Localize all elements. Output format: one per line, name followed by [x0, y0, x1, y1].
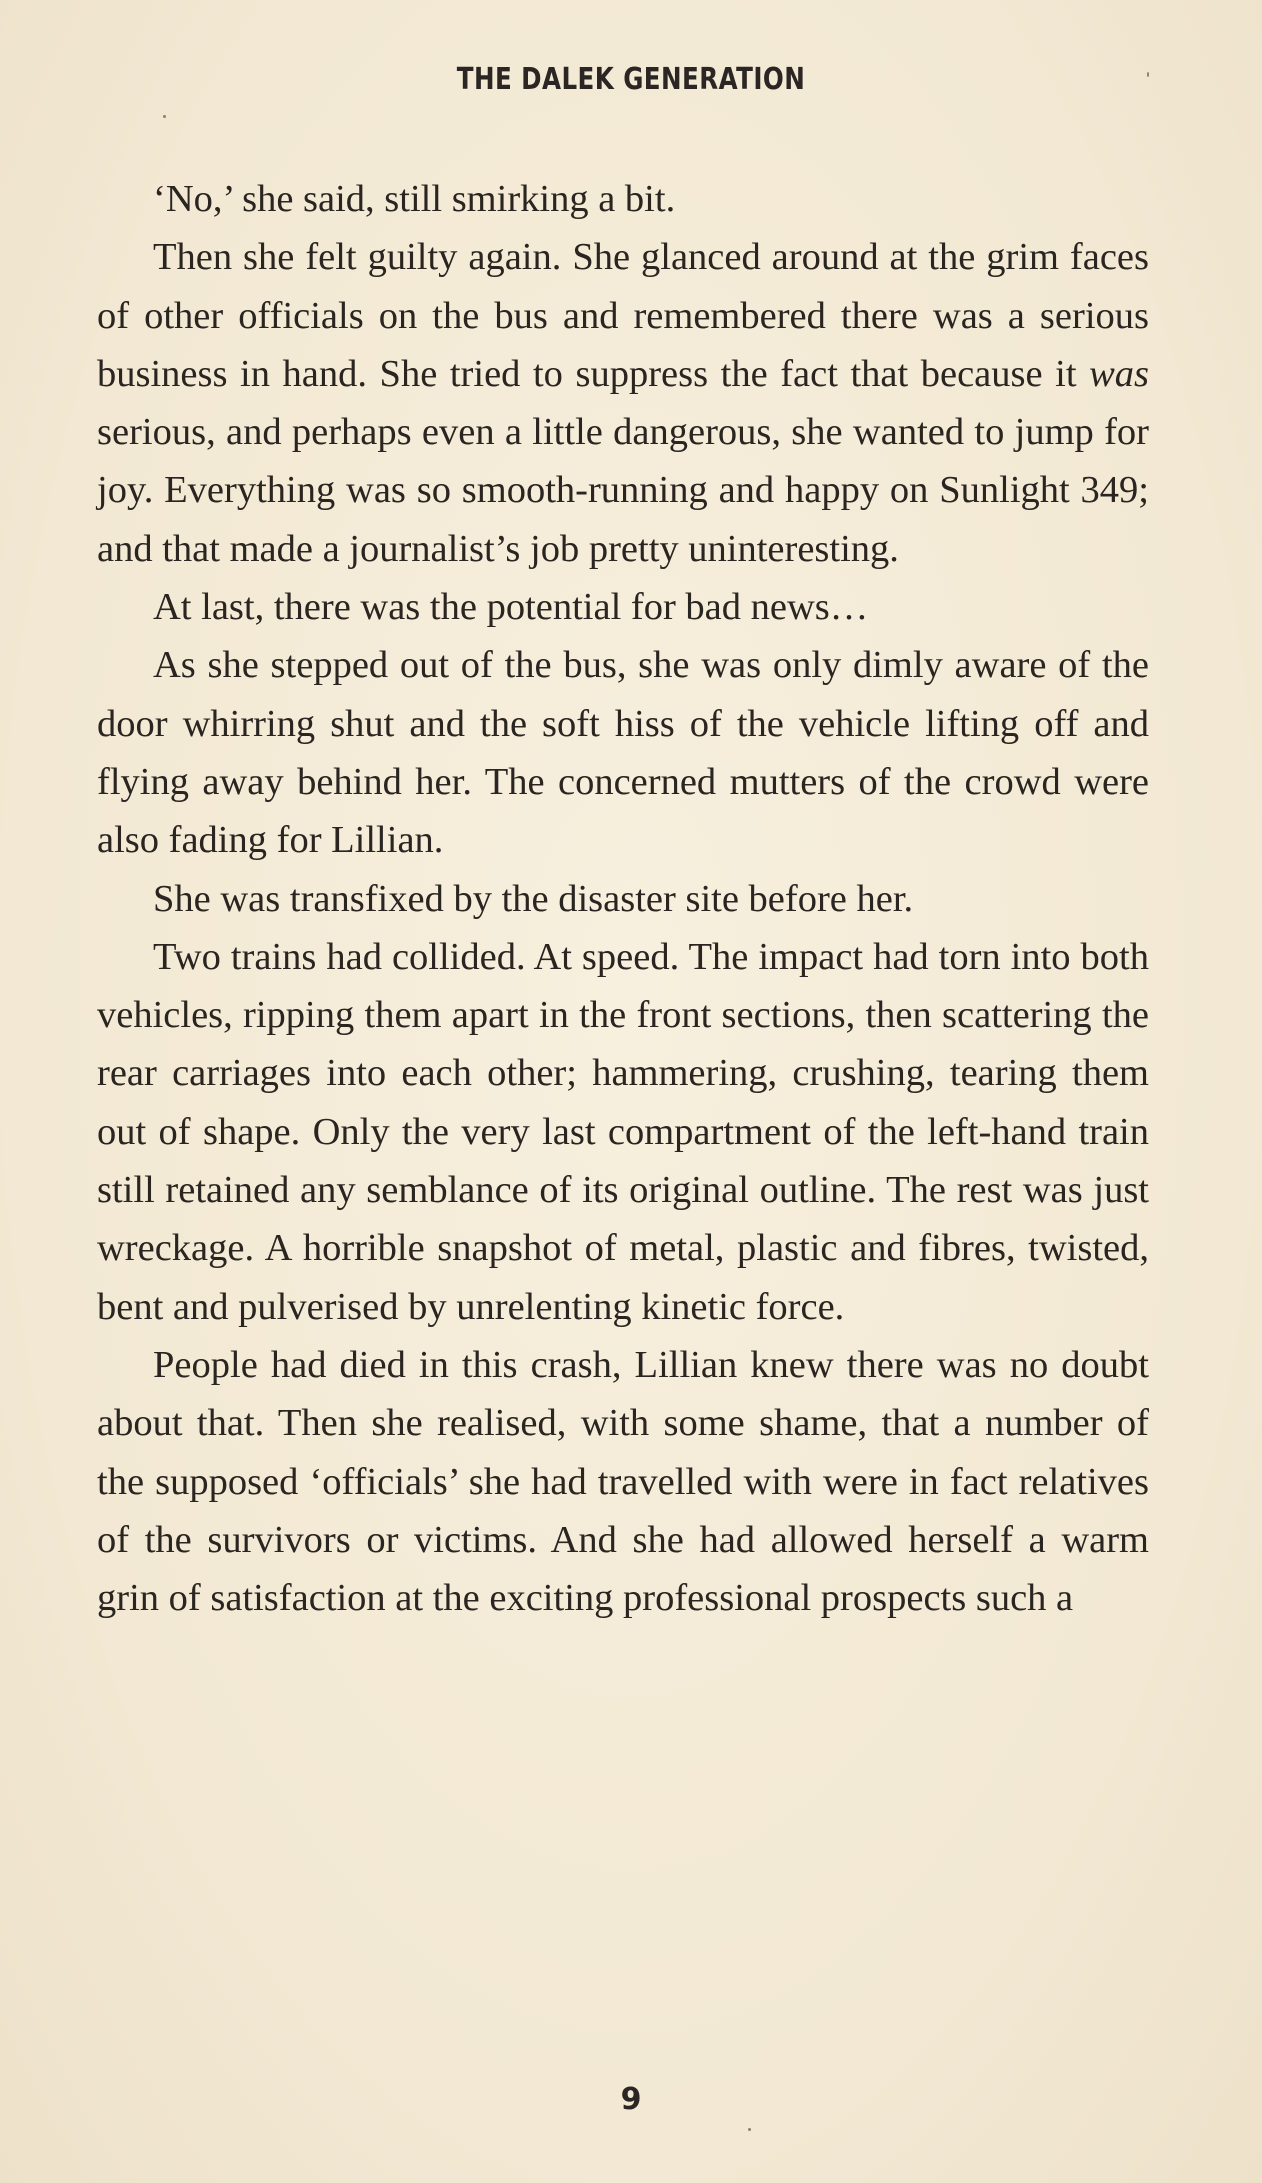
paragraph — [97, 578, 1149, 636]
text-run: ‘No,’ she said, still smirking a bit. — [153, 178, 676, 220]
text-run: Two trains had collided. At speed. The impact had torn into both vehicles, ripping them apart in the front sections, then scattering the rear carriages into each other; hammering, crushing, tearing them out of shape. Only the very last compartment of the left-hand train still retained any semblance of its original outline. The rest was just wreckage. A horrible snapshot of metal, plastic and fibres, twisted, bent and pulverised by unrelenting kinetic force. — [97, 935, 1149, 1328]
text-run: serious, and perhaps even a little dangerous, she wanted to jump for joy. Everything was so smooth-running and happy on Sunlight 349; and that made a journalist’s job pretty uninteresting. — [97, 411, 1149, 570]
paragraph — [97, 228, 1149, 578]
running-head: THE DALEK GENERATION — [456, 62, 806, 97]
paragraph — [97, 170, 1149, 228]
paper-speck — [1147, 72, 1149, 77]
paragraph — [97, 636, 1149, 869]
paragraph — [97, 1336, 1149, 1627]
text-run: People had died in this crash, Lillian knew there was no doubt about that. Then she realised, with some shame, that a number of the supposed ‘officials’ she had travelled with were in fact relatives of the survivors or victims. And she had allowed herself a warm grin of satisfaction at the exciting professional prospects such a — [97, 1343, 1149, 1620]
paper-speck — [748, 2128, 751, 2131]
paper-speck — [163, 115, 166, 118]
paragraph — [97, 928, 1149, 1336]
body-text — [97, 170, 1149, 1627]
page-number: 9 — [620, 2082, 642, 2117]
text-run: She was transfixed by the disaster site before her. — [153, 877, 914, 920]
text-run: As she stepped out of the bus, she was only dimly aware of the door whirring shut and the soft hiss of the vehicle lifting off and flying away behind her. The concerned mutters of the crowd were also fading for Lillian. — [97, 644, 1149, 862]
italic-text: was — [1089, 352, 1149, 395]
text-run: At last, there was the potential for bad news… — [153, 586, 869, 629]
paragraph — [97, 870, 1149, 928]
text-run: Then she felt guilty again. She glanced around at the grim faces of other officials on the bus and remembered there was a serious business in hand. She tried to suppress the fact that because it — [97, 236, 1149, 395]
